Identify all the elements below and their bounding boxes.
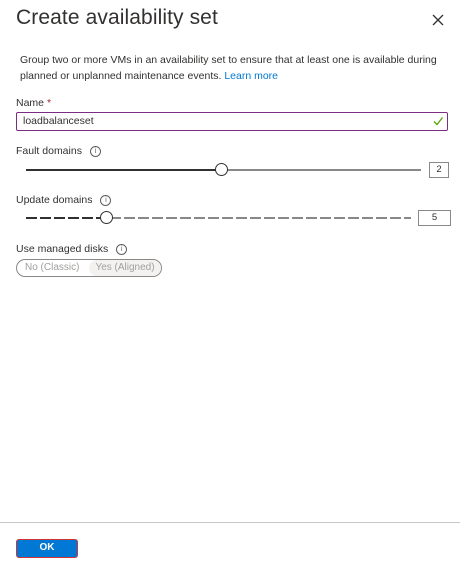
fault-domains-label (16, 145, 101, 157)
learn-more-link[interactable]: Learn more (224, 70, 279, 82)
update-domains-thumb[interactable] (100, 211, 113, 224)
managed-disks-label-text: Use managed disks (16, 243, 109, 255)
panel-description (20, 52, 445, 84)
name-input[interactable] (16, 112, 448, 131)
ok-button[interactable]: OK (16, 539, 78, 558)
update-domains-slider[interactable] (26, 210, 411, 226)
description-text: Group two or more VMs in an availability set to ensure that at least one is available during planned or unplanned maintenance events. (20, 54, 437, 82)
info-icon[interactable]: i (116, 244, 127, 255)
fault-domains-track-rest (222, 169, 421, 171)
info-icon[interactable]: i (100, 195, 111, 206)
option-yes-aligned[interactable]: Yes (Aligned) (89, 260, 160, 276)
update-domains-label (16, 194, 111, 206)
footer-divider (0, 522, 460, 523)
panel-title: Create availability set (16, 6, 218, 29)
update-domains-track-rest (110, 217, 411, 219)
required-marker: * (46, 97, 52, 109)
close-icon (428, 10, 448, 30)
check-icon (432, 115, 444, 127)
update-domains-value[interactable]: 5 (418, 210, 451, 226)
fault-domains-value[interactable]: 2 (429, 162, 449, 178)
update-domains-track-filled (26, 217, 102, 219)
update-domains-label-text: Update domains (16, 194, 93, 206)
name-label-text: Name (16, 97, 45, 109)
option-no-classic[interactable]: No (Classic) (25, 262, 80, 273)
fault-domains-label-text: Fault domains (16, 145, 82, 157)
fault-domains-thumb[interactable] (215, 163, 228, 176)
managed-disks-label (16, 243, 127, 255)
info-icon[interactable]: i (90, 146, 101, 157)
fault-domains-track-filled (26, 169, 216, 171)
close-button[interactable] (428, 10, 448, 30)
name-input-value: loadbalanceset (23, 115, 94, 127)
name-label (16, 97, 51, 109)
managed-disks-toggle[interactable] (16, 259, 162, 277)
fault-domains-slider[interactable] (26, 162, 421, 178)
